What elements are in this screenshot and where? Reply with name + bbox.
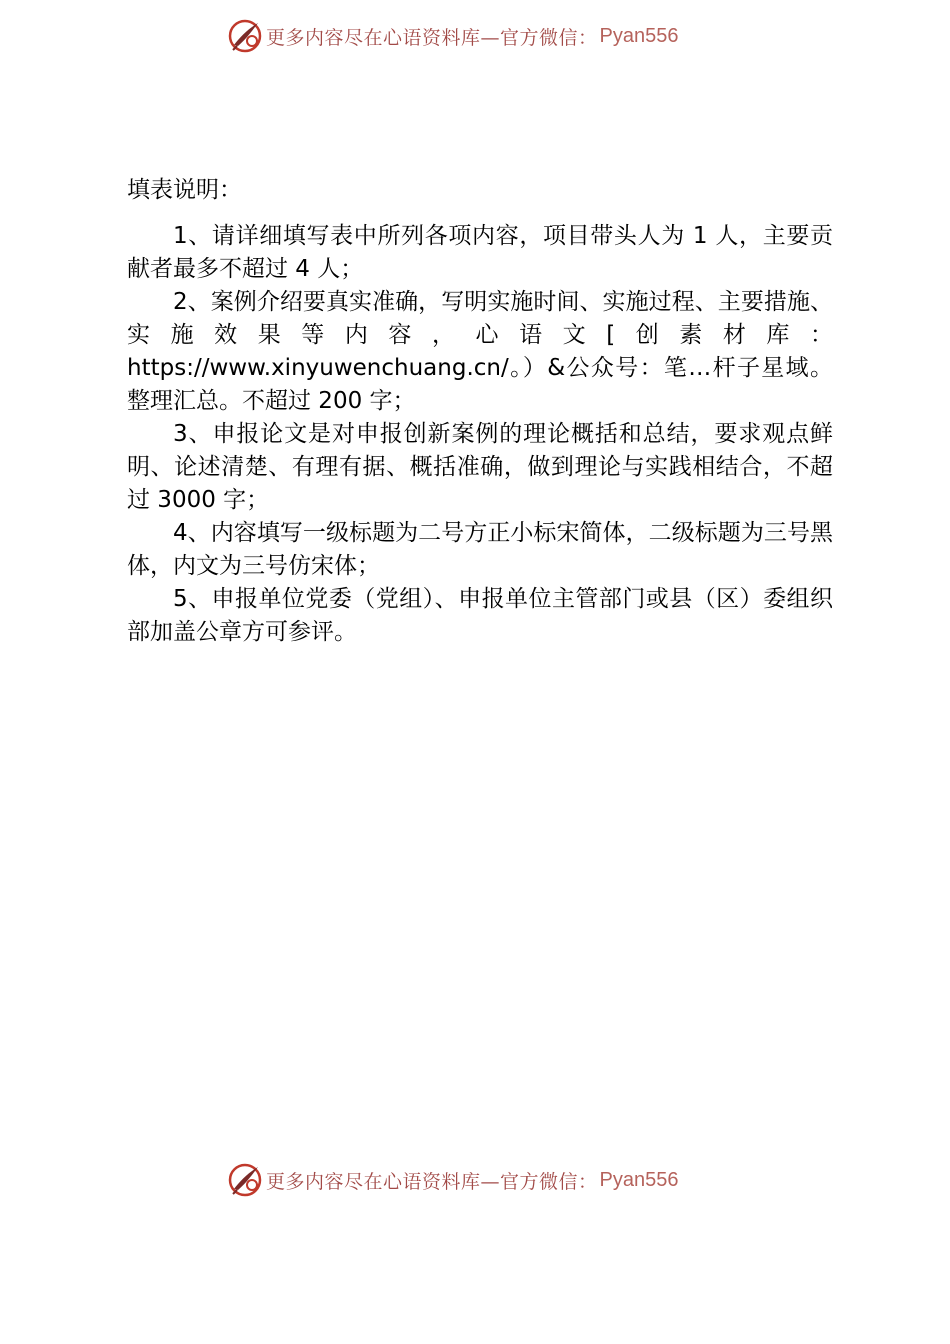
banner-title: 更多内容尽在心语资料库—官方微信： [266,1170,598,1193]
instruction-item-4: 4、内容填写一级标题为二号方正小标宋简体，二级标题为三号黑体，内文为三号仿宋体； [127,520,833,579]
banner-wechat-id: Pyan556 [599,1168,679,1191]
header-banner [228,18,678,54]
banner-wechat-id: Pyan556 [599,24,679,47]
banner-title: 更多内容尽在心语资料库—官方微信： [266,26,598,49]
instruction-item-1: 1、请详细填写表中所列各项内容，项目带头人为 1 人，主要贡献者最多不超过 4 人； [127,223,833,282]
footer-banner [228,1162,678,1198]
form-instructions [127,174,833,649]
quill-pen-logo-icon [228,19,262,53]
instructions-heading: 填表说明： [127,177,242,203]
quill-pen-logo-icon [228,1163,262,1197]
instruction-item-3: 3、申报论文是对申报创新案例的理论概括和总结，要求观点鲜明、论述清楚、有理有据、概括准确，做到理论与实践相结合，不超过 3000 字； [127,421,833,513]
instruction-item-2: 2、案例介绍要真实准确，写明实施时间、实施过程、主要措施、实施效果等内容，心语文[创素材库：https://www.xinyuwenchuang.cn/。）&公众号：笔…杆子星域。整理汇总。不超过 200 字； [127,289,833,414]
instruction-item-5: 5、申报单位党委（党组）、申报单位主管部门或县（区）委组织部加盖公章方可参评。 [127,586,833,645]
